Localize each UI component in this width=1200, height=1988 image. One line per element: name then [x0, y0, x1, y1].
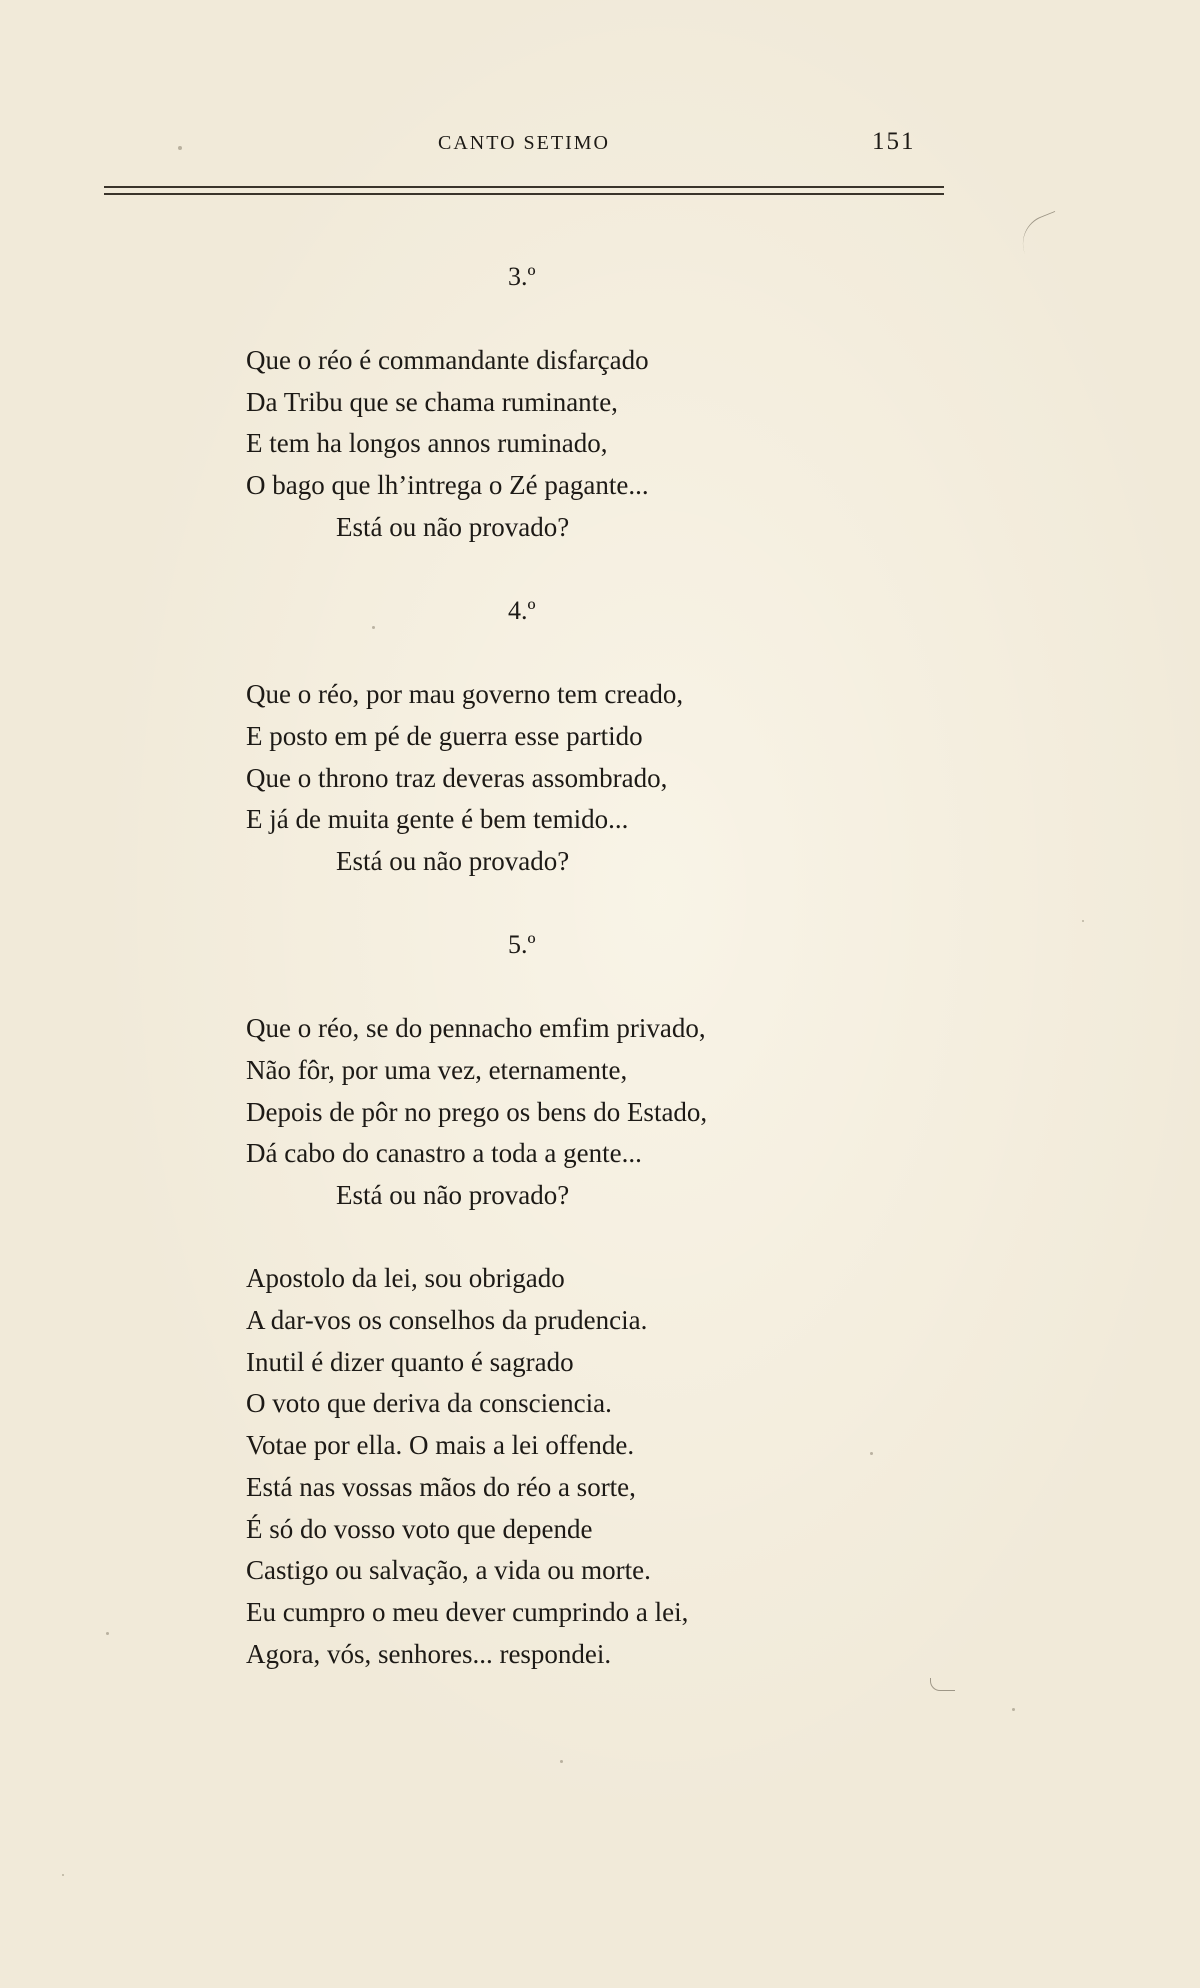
paper-speck	[560, 1760, 563, 1763]
closing-line: É só do vosso voto que depende	[246, 1513, 593, 1544]
closing-line: Inutil é dizer quanto é sagrado	[246, 1346, 574, 1377]
verse-line: Dá cabo do canastro a toda a gente...	[246, 1138, 642, 1169]
verse-line: Não fôr, por uma vez, eternamente,	[246, 1054, 628, 1085]
page-header	[104, 128, 944, 162]
verse-line: Depois de pôr no prego os bens do Estado,	[246, 1096, 708, 1127]
closing-line: Castigo ou salvação, a vida ou morte.	[246, 1555, 651, 1586]
closing-line: Agora, vós, senhores... respondei.	[246, 1638, 612, 1669]
stanza-number: 5.º	[508, 930, 536, 960]
verse-line: E tem ha longos annos ruminado,	[246, 428, 608, 459]
poem-text	[246, 256, 886, 1675]
closing-line: O voto que deriva da consciencia.	[246, 1388, 612, 1419]
stanza-number: 4.º	[508, 596, 536, 626]
closing-line: Votae por ella. O mais a lei offende.	[246, 1430, 635, 1461]
paper-mark	[930, 1678, 955, 1691]
verse-line: Que o réo, por mau governo tem creado,	[246, 679, 684, 710]
refrain-line: Está ou não provado?	[336, 1180, 570, 1210]
header-rule-top	[104, 186, 944, 188]
verse-line: E já de muita gente é bem temido...	[246, 804, 629, 835]
paper-speck	[106, 1632, 109, 1635]
paper-speck	[1012, 1708, 1015, 1711]
verse-line: O bago que lh’intrega o Zé pagante...	[246, 470, 649, 501]
verse-line: Da Tribu que se chama ruminante,	[246, 386, 618, 417]
paper-speck	[62, 1874, 64, 1876]
verse-line: Que o réo é commandante disfarçado	[246, 345, 649, 375]
running-title: CANTO SETIMO	[438, 132, 610, 154]
header-rule-bottom	[104, 193, 944, 195]
refrain-line: Está ou não provado?	[336, 511, 570, 542]
paper-speck	[178, 146, 182, 150]
closing-line: A dar-vos os conselhos da prudencia.	[246, 1305, 648, 1336]
closing-line: Eu cumpro o meu dever cumprindo a lei,	[246, 1596, 689, 1627]
closing-line: Apostolo da lei, sou obrigado	[246, 1263, 565, 1294]
paper-mark	[1014, 211, 1066, 254]
paper-speck	[1082, 920, 1084, 922]
closing-line: Está nas vossas mãos do réo a sorte,	[246, 1471, 636, 1502]
verse-line: E posto em pé de guerra esse partido	[246, 720, 643, 751]
stanza-number: 3.º	[508, 262, 536, 291]
verse-line: Que o réo, se do pennacho emfim privado,	[246, 1013, 706, 1044]
verse-line: Que o throno traz deveras assombrado,	[246, 762, 668, 793]
refrain-line: Está ou não provado?	[336, 845, 570, 876]
page-number: 151	[872, 128, 916, 155]
